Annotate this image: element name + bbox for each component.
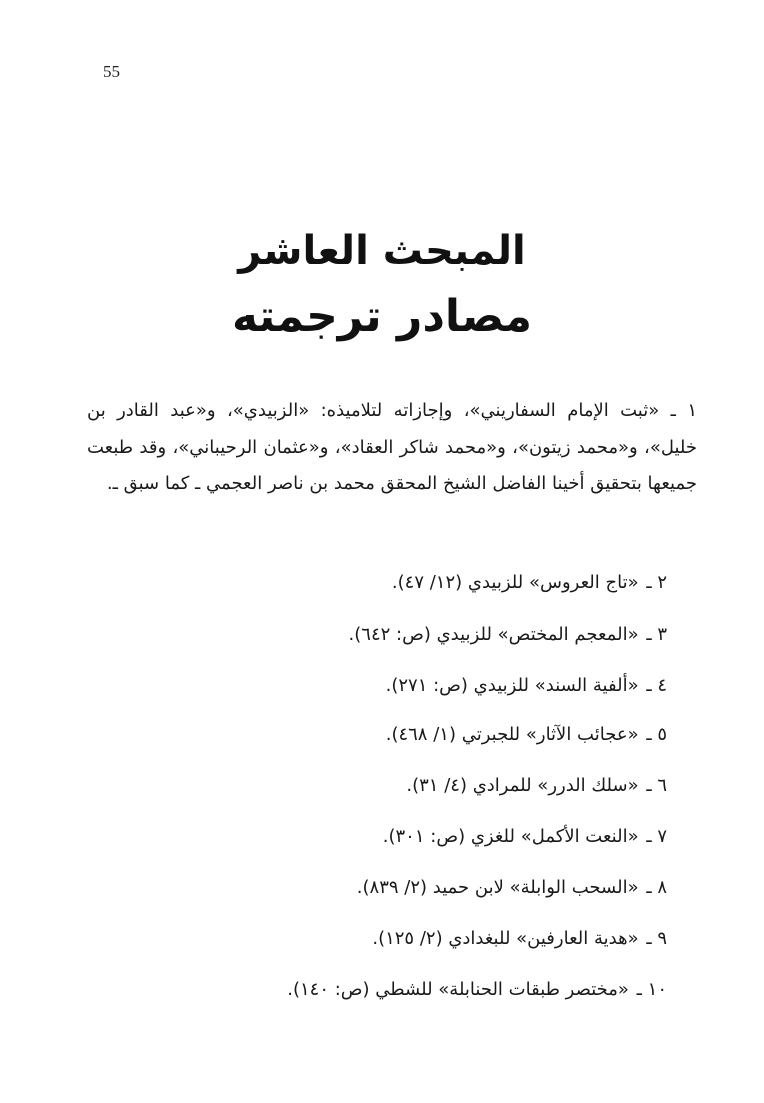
list-item-number: ٤ ـ [646, 675, 667, 696]
list-item-text: «ألفية السند» للزبيدي (ص: ٢٧١). [385, 675, 639, 696]
chapter-heading [0, 218, 764, 350]
list-item-text: «تاج العروس» للزبيدي (١٢/ ٤٧). [391, 572, 639, 593]
list-item [386, 671, 667, 701]
list-item-text: «هدية العارفين» للبغدادي (٢/ ١٢٥). [372, 928, 639, 949]
list-item [386, 720, 667, 750]
chapter-subtitle: مصادر ترجمته [231, 291, 533, 342]
list-item [372, 924, 667, 954]
list-item-text: «السحب الوابلة» لابن حميد (٢/ ٨٣٩). [356, 877, 639, 898]
list-item [357, 873, 667, 903]
list-item-number: ٩ ـ [646, 928, 667, 949]
list-item-text: «مختصر طبقات الحنابلة» للشطي (ص: ١٤٠). [287, 979, 629, 1000]
list-item-number: ٦ ـ [646, 775, 667, 796]
chapter-title: المبحث العاشر [238, 228, 526, 274]
list-item [349, 620, 667, 650]
paragraph-text: «ثبت الإمام السفاريني»، وإجازاته لتلاميذه: «الزبيدي»، و«عبد القادر بن خليل»، و«محمد زيتون»، و«محمد شاكر العقاد»، و«عثمان الرحيباني»، وقد طبعت جميعها بتحقيق أخينا الفاضل الشيخ المحقق محمد بن ناصر العجمي ـ كما سبق ـ. [87, 400, 697, 494]
source-paragraph [87, 393, 697, 503]
paragraph-number: ١ ـ [670, 400, 697, 421]
list-item [383, 822, 667, 852]
list-item-text: «النعت الأكمل» للغزي (ص: ٣٠١). [382, 826, 639, 847]
list-item [287, 975, 667, 1005]
list-item-number: ٨ ـ [646, 877, 667, 898]
list-item-text: «عجائب الآثار» للجبرتي (١/ ٤٦٨). [385, 724, 639, 745]
page-number: 55 [103, 62, 120, 81]
list-item-number: ١٠ ـ [636, 979, 667, 1000]
list-item-text: «المعجم المختص» للزبيدي (ص: ٦٤٢). [348, 624, 639, 645]
list-item-number: ٥ ـ [646, 724, 667, 745]
list-item-text: «سلك الدرر» للمرادي (٤/ ٣١). [406, 775, 639, 796]
list-item [406, 771, 667, 801]
list-item-number: ٣ ـ [646, 624, 667, 645]
list-item-number: ٢ ـ [646, 572, 667, 593]
list-item-number: ٧ ـ [646, 826, 667, 847]
list-item [392, 568, 667, 598]
